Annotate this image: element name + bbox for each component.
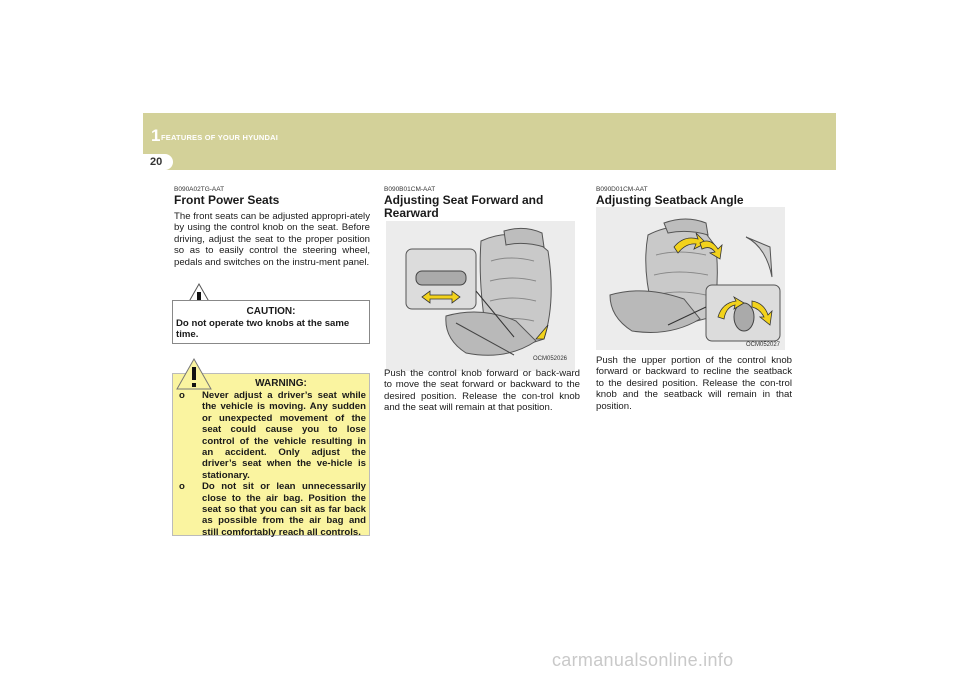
warning-triangle-icon <box>176 358 212 390</box>
seatback-illustration <box>596 207 785 350</box>
section-body: Push the upper portion of the control knob forward or backward to recline the seatback to the desired position. Release the con-trol knob and the seatback will remain in that position. <box>596 355 792 412</box>
caution-text: Do not operate two knobs at the same time. <box>176 318 350 341</box>
section-heading: Adjusting Seatback Angle <box>596 193 744 207</box>
caution-box <box>172 300 370 344</box>
page-number: 20 <box>150 156 163 168</box>
section-heading: Adjusting Seat Forward and Rearward <box>384 193 544 220</box>
seat-slide-illustration <box>386 221 575 371</box>
section-code: B090D01CM-AAT <box>596 186 648 193</box>
column-seat-forward-rearward <box>384 186 580 224</box>
image-code: OCM052027 <box>746 342 781 348</box>
image-code: OCM052026 <box>533 356 568 362</box>
section-code: B090B01CM-AAT <box>384 186 436 193</box>
section-body: Push the control knob forward or back-ward to move the seat forward or backward to the desired position. Release the con-trol knob and the seat will remain at that position. <box>384 368 580 414</box>
column-seatback-angle-body <box>596 355 792 412</box>
caution-title: CAUTION: <box>246 306 296 317</box>
warning-box <box>172 373 370 536</box>
warning-list <box>175 390 366 538</box>
chapter-number: 1 <box>151 126 161 145</box>
seatback-drawing <box>596 207 785 350</box>
column-front-power-seats <box>174 186 370 268</box>
section-heading: Front Power Seats <box>174 193 280 207</box>
section-body: The front seats can be adjusted appropri-ately by using the control knob on the seat. Before driving, adjust the seat to the proper position so as to easily control the steering wheel, pedals and switches on the instru-ment panel. <box>174 211 370 268</box>
watermark: carmanualsonline.info <box>552 650 734 670</box>
column-seat-forward-rearward-body <box>384 368 580 414</box>
warning-title: WARNING: <box>255 378 307 389</box>
warning-item: o Never adjust a driver’s seat while the vehicle is moving. Any sudden or unexpected movement of the seat could cause you to lose control of the vehicle resulting in an accident. Only adjust the driver’s seat when the ve-hicle is stationary. <box>179 390 366 481</box>
chapter-title: FEATURES OF YOUR HYUNDAI <box>161 133 279 142</box>
section-code: B090A02TG-AAT <box>174 186 225 193</box>
seat-slide-drawing <box>386 221 575 371</box>
warning-item: o Do not sit or lean unnecessarily close to the air bag. Position the seat so that you can sit as far back as possible from the air bag and still comfortably reach all controls. <box>179 481 366 538</box>
